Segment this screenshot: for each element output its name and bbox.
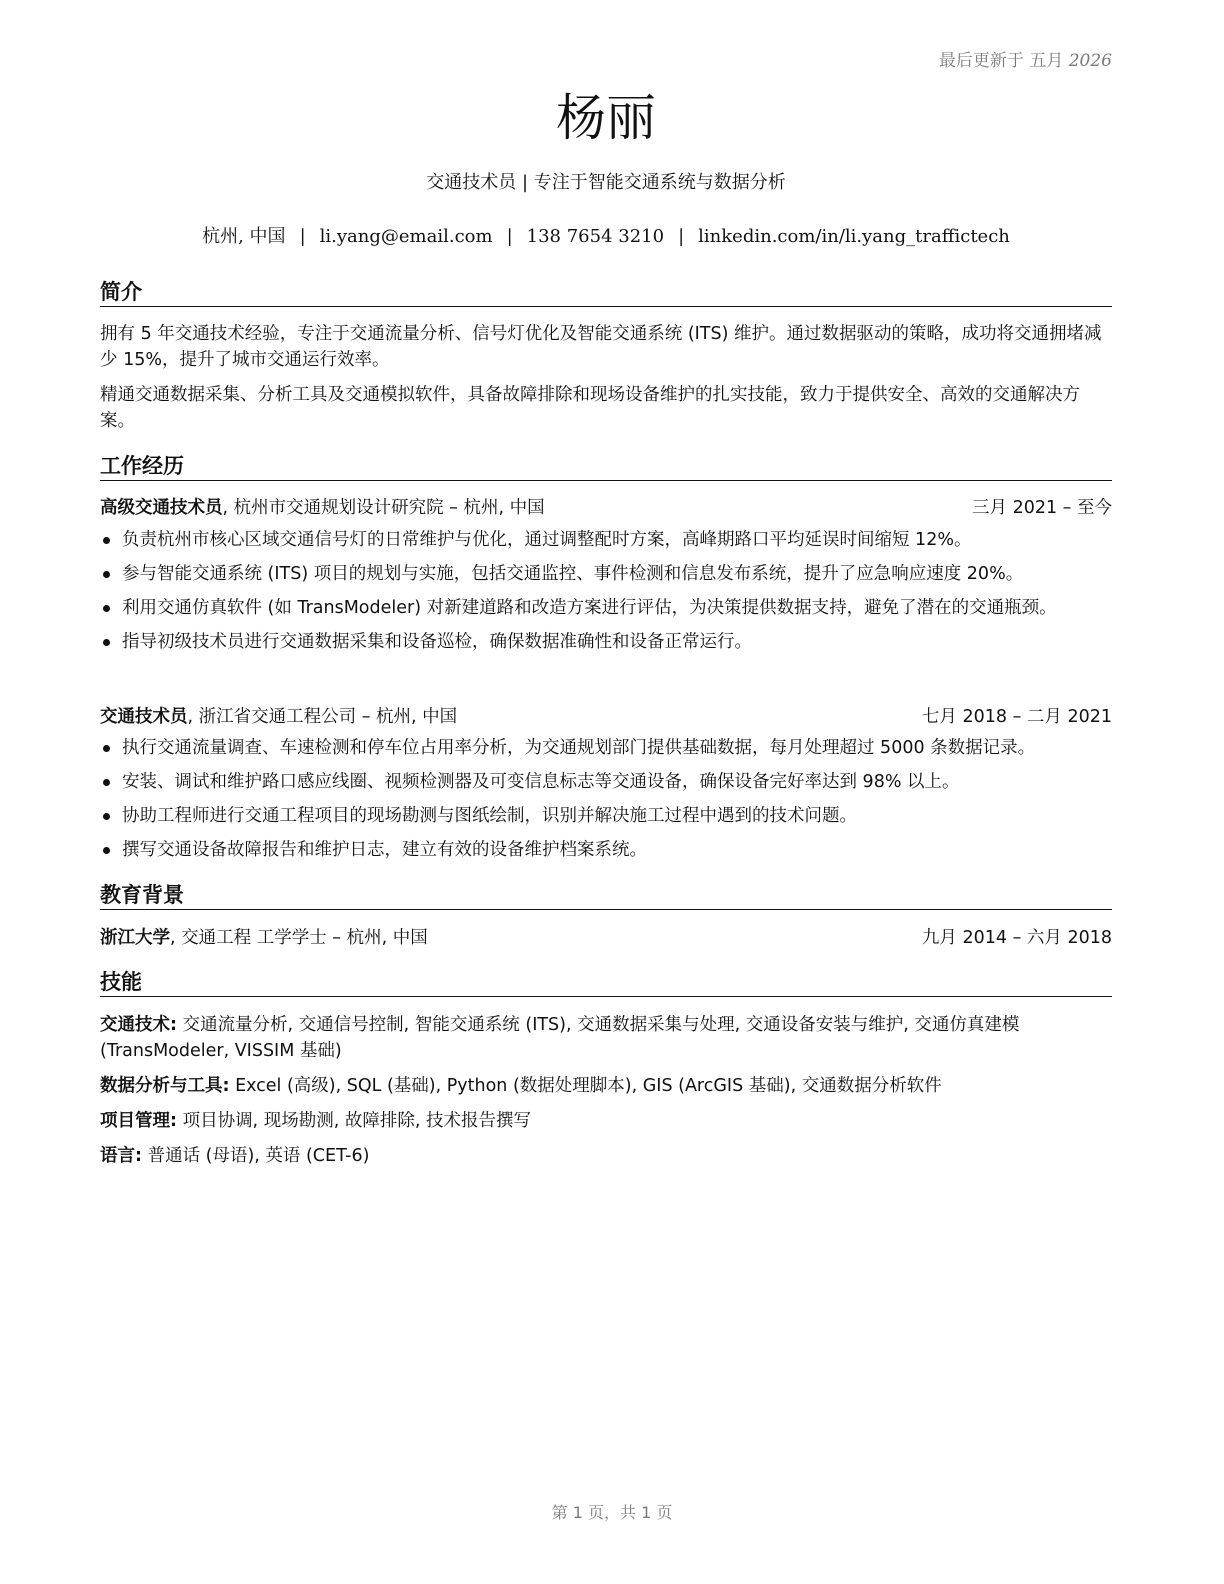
education-dates: 九月 2014 – 六月 2018 — [921, 928, 1112, 948]
skill-value: 交通流量分析, 交通信号控制, 智能交通系统 (ITS), 交通数据采集与处理, 交通设备安装与维护, 交通仿真建模 (TransModeler, VISSIM 基础) — [100, 1015, 1020, 1061]
skill-label: 数据分析与工具: — [100, 1076, 230, 1096]
summary-paragraph: 精通交通数据采集、分析工具及交通模拟软件，具备故障排除和现场设备维护的扎实技能，致力于提供安全、高效的交通解决方案。 — [100, 385, 1080, 431]
job-organization: , 浙江省交通工程公司 – 杭州, 中国 — [187, 707, 458, 727]
job-bullets — [100, 735, 1112, 871]
job-dates: 三月 2021 – 至今 — [972, 498, 1112, 518]
job-role: 交通技术员 — [100, 707, 188, 727]
contact-phone: 138 7654 3210 — [526, 226, 665, 247]
last-updated-label: 最后更新于 五月 — [938, 51, 1064, 71]
bullet-item: 安装、调试和维护路口感应线圈、视频检测器及可变信息标志等交通设备，确保设备完好率达到 98% 以上。 — [100, 769, 1112, 795]
bullet-item: 参与智能交通系统 (ITS) 项目的规划与实施，包括交通监控、事件检测和信息发布系统，提升了应急响应速度 20%。 — [100, 561, 1112, 587]
page-number: 第 1 页，共 1 页 — [551, 1503, 673, 1522]
skill-row — [100, 1143, 1112, 1169]
job-organization: , 杭州市交通规划设计研究院 – 杭州, 中国 — [222, 498, 545, 518]
bullet-item: 撰写交通设备故障报告和维护日志，建立有效的设备维护档案系统。 — [100, 837, 1112, 863]
skill-label: 语言: — [100, 1146, 142, 1166]
candidate-name: 杨丽 — [556, 89, 656, 147]
skill-value: 项目协调, 现场勘测, 故障排除, 技术报告撰写 — [177, 1111, 531, 1131]
contact-location: 杭州, 中国 — [202, 226, 286, 247]
last-updated-year: 2026 — [1068, 51, 1112, 71]
contact-separator: | — [678, 226, 685, 247]
contact-linkedin[interactable]: linkedin.com/in/li.yang_traffictech — [698, 226, 1010, 247]
bullet-item: 负责杭州市核心区域交通信号灯的日常维护与优化，通过调整配时方案，高峰期路口平均延误时间缩短 12%。 — [100, 527, 1112, 553]
skill-value: Excel (高级), SQL (基础), Python (数据处理脚本), GIS (ArcGIS 基础), 交通数据分析软件 — [229, 1076, 942, 1096]
skill-row — [100, 1108, 1112, 1134]
section-title-education: 教育背景 — [100, 881, 1112, 910]
contact-separator: | — [506, 226, 513, 247]
education-detail: , 交通工程 工学学士 – 杭州, 中国 — [170, 928, 428, 948]
skill-row — [100, 1073, 1112, 1099]
job-heading — [100, 704, 1112, 730]
headline: 交通技术员 | 专注于智能交通系统与数据分析 — [426, 172, 786, 193]
contact-email[interactable]: li.yang@email.com — [319, 226, 493, 247]
skill-value: 普通话 (母语), 英语 (CET-6) — [142, 1146, 370, 1166]
bullet-item: 指导初级技术员进行交通数据采集和设备巡检，确保数据准确性和设备正常运行。 — [100, 629, 1112, 655]
last-updated — [939, 46, 1112, 71]
summary-paragraph: 拥有 5 年交通技术经验，专注于交通流量分析、信号灯优化及智能交通系统 (ITS) 维护。通过数据驱动的策略，成功将交通拥堵减少 15%，提升了城市交通运行效率。 — [100, 324, 1102, 370]
bullet-item: 利用交通仿真软件 (如 TransModeler) 对新建道路和改造方案进行评估，为决策提供数据支持，避免了潜在的交通瓶颈。 — [100, 595, 1112, 621]
skill-label: 交通技术: — [100, 1015, 177, 1035]
section-title-summary: 简介 — [100, 278, 1112, 307]
job-role: 高级交通技术员 — [100, 498, 223, 518]
job-heading — [100, 495, 1112, 521]
skill-label: 项目管理: — [100, 1111, 177, 1131]
contact-separator: | — [299, 226, 306, 247]
section-title-skills: 技能 — [100, 968, 1112, 997]
section-title-experience: 工作经历 — [100, 452, 1112, 481]
job-dates: 七月 2018 – 二月 2021 — [921, 707, 1112, 727]
education-school: 浙江大学 — [100, 928, 170, 948]
contact-line — [100, 224, 1112, 250]
skill-row — [100, 1012, 1112, 1064]
education-entry — [100, 925, 1112, 951]
bullet-item: 协助工程师进行交通工程项目的现场勘测与图纸绘制，识别并解决施工过程中遇到的技术问题。 — [100, 803, 1112, 829]
job-bullets — [100, 527, 1112, 663]
bullet-item: 执行交通流量调查、车速检测和停车位占用率分析，为交通规划部门提供基础数据，每月处理超过 5000 条数据记录。 — [100, 735, 1112, 761]
